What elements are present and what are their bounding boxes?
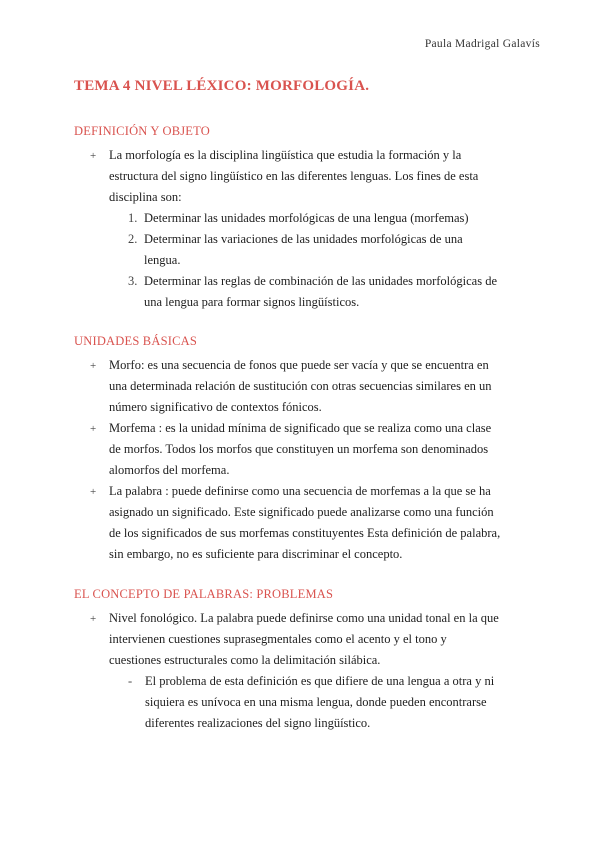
paragraph-line: estructura del signo lingüístico en las diferentes lenguas. Los fines de esta [109, 169, 479, 183]
paragraph-line: Morfo: es una secuencia de fonos que puede ser vacía y que se encuentra en [109, 358, 489, 372]
author-name: Paula Madrigal Galavís [424, 38, 540, 50]
list-item-line: Determinar las variaciones de las unidades morfológicas de una [144, 232, 463, 246]
paragraph-line: intervienen cuestiones suprasegmentales como el acento y el tono y [109, 632, 447, 646]
paragraph-line: cuestiones estructurales como la delimitación silábica. [109, 653, 381, 667]
sub-item-line: siquiera es unívoca en una misma lengua, donde pueden encontrarse [145, 695, 487, 709]
bullet-marker: + [90, 360, 97, 372]
paragraph-line: La palabra : puede definirse como una secuencia de morfemas a la que se ha [109, 484, 491, 498]
bullet-marker: + [90, 150, 97, 162]
paragraph-line: de los significados de sus morfemas constituyentes Esta definición de palabra, [109, 526, 501, 540]
paragraph-line: La morfología es la disciplina lingüística que estudia la formación y la [109, 148, 462, 162]
paragraph-line: Nivel fonológico. La palabra puede definirse como una unidad tonal en la que [109, 611, 499, 625]
paragraph-line: disciplina son: [109, 190, 182, 204]
sub-item-line: El problema de esta definición es que difiere de una lengua a otra y ni [145, 674, 495, 688]
sub-item-line: diferentes realizaciones del signo lingüístico. [145, 716, 371, 730]
list-item-line: lengua. [144, 253, 181, 267]
list-item-line: Determinar las reglas de combinación de las unidades morfológicas de [144, 274, 498, 288]
paragraph-line: número significativo de contextos fónicos. [109, 400, 322, 414]
paragraph-line: Morfema : es la unidad mínima de significado que se realiza como una clase [109, 421, 492, 435]
section-heading-concepto: EL CONCEPTO DE PALABRAS: PROBLEMAS [74, 587, 334, 601]
list-item-line: Determinar las unidades morfológicas de una lengua (morfemas) [144, 211, 469, 225]
paragraph-line: de morfos. Todos los morfos que constituyen un morfema son denominados [109, 442, 489, 456]
paragraph-line: asignado un significado. Este significado puede analizarse como una función [109, 505, 494, 519]
section-heading-definicion: DEFINICIÓN Y OBJETO [74, 124, 210, 138]
list-number: 3. [128, 274, 138, 288]
section-heading-unidades: UNIDADES BÁSICAS [74, 334, 198, 348]
dash-marker: - [128, 674, 133, 688]
bullet-marker: + [90, 423, 97, 435]
page-title: TEMA 4 NIVEL LÉXICO: MORFOLOGÍA. [74, 78, 370, 94]
list-number: 2. [128, 232, 138, 246]
paragraph-line: una determinada relación de sustitución con otras secuencias similares en un [109, 379, 492, 393]
paragraph-line: sin embargo, no es suficiente para discriminar el concepto. [109, 547, 403, 561]
list-item-line: una lengua para formar signos lingüísticos. [144, 295, 360, 309]
paragraph-line: alomorfos del morfema. [109, 463, 230, 477]
bullet-marker: + [90, 486, 97, 498]
list-number: 1. [128, 211, 138, 225]
bullet-marker: + [90, 613, 97, 625]
